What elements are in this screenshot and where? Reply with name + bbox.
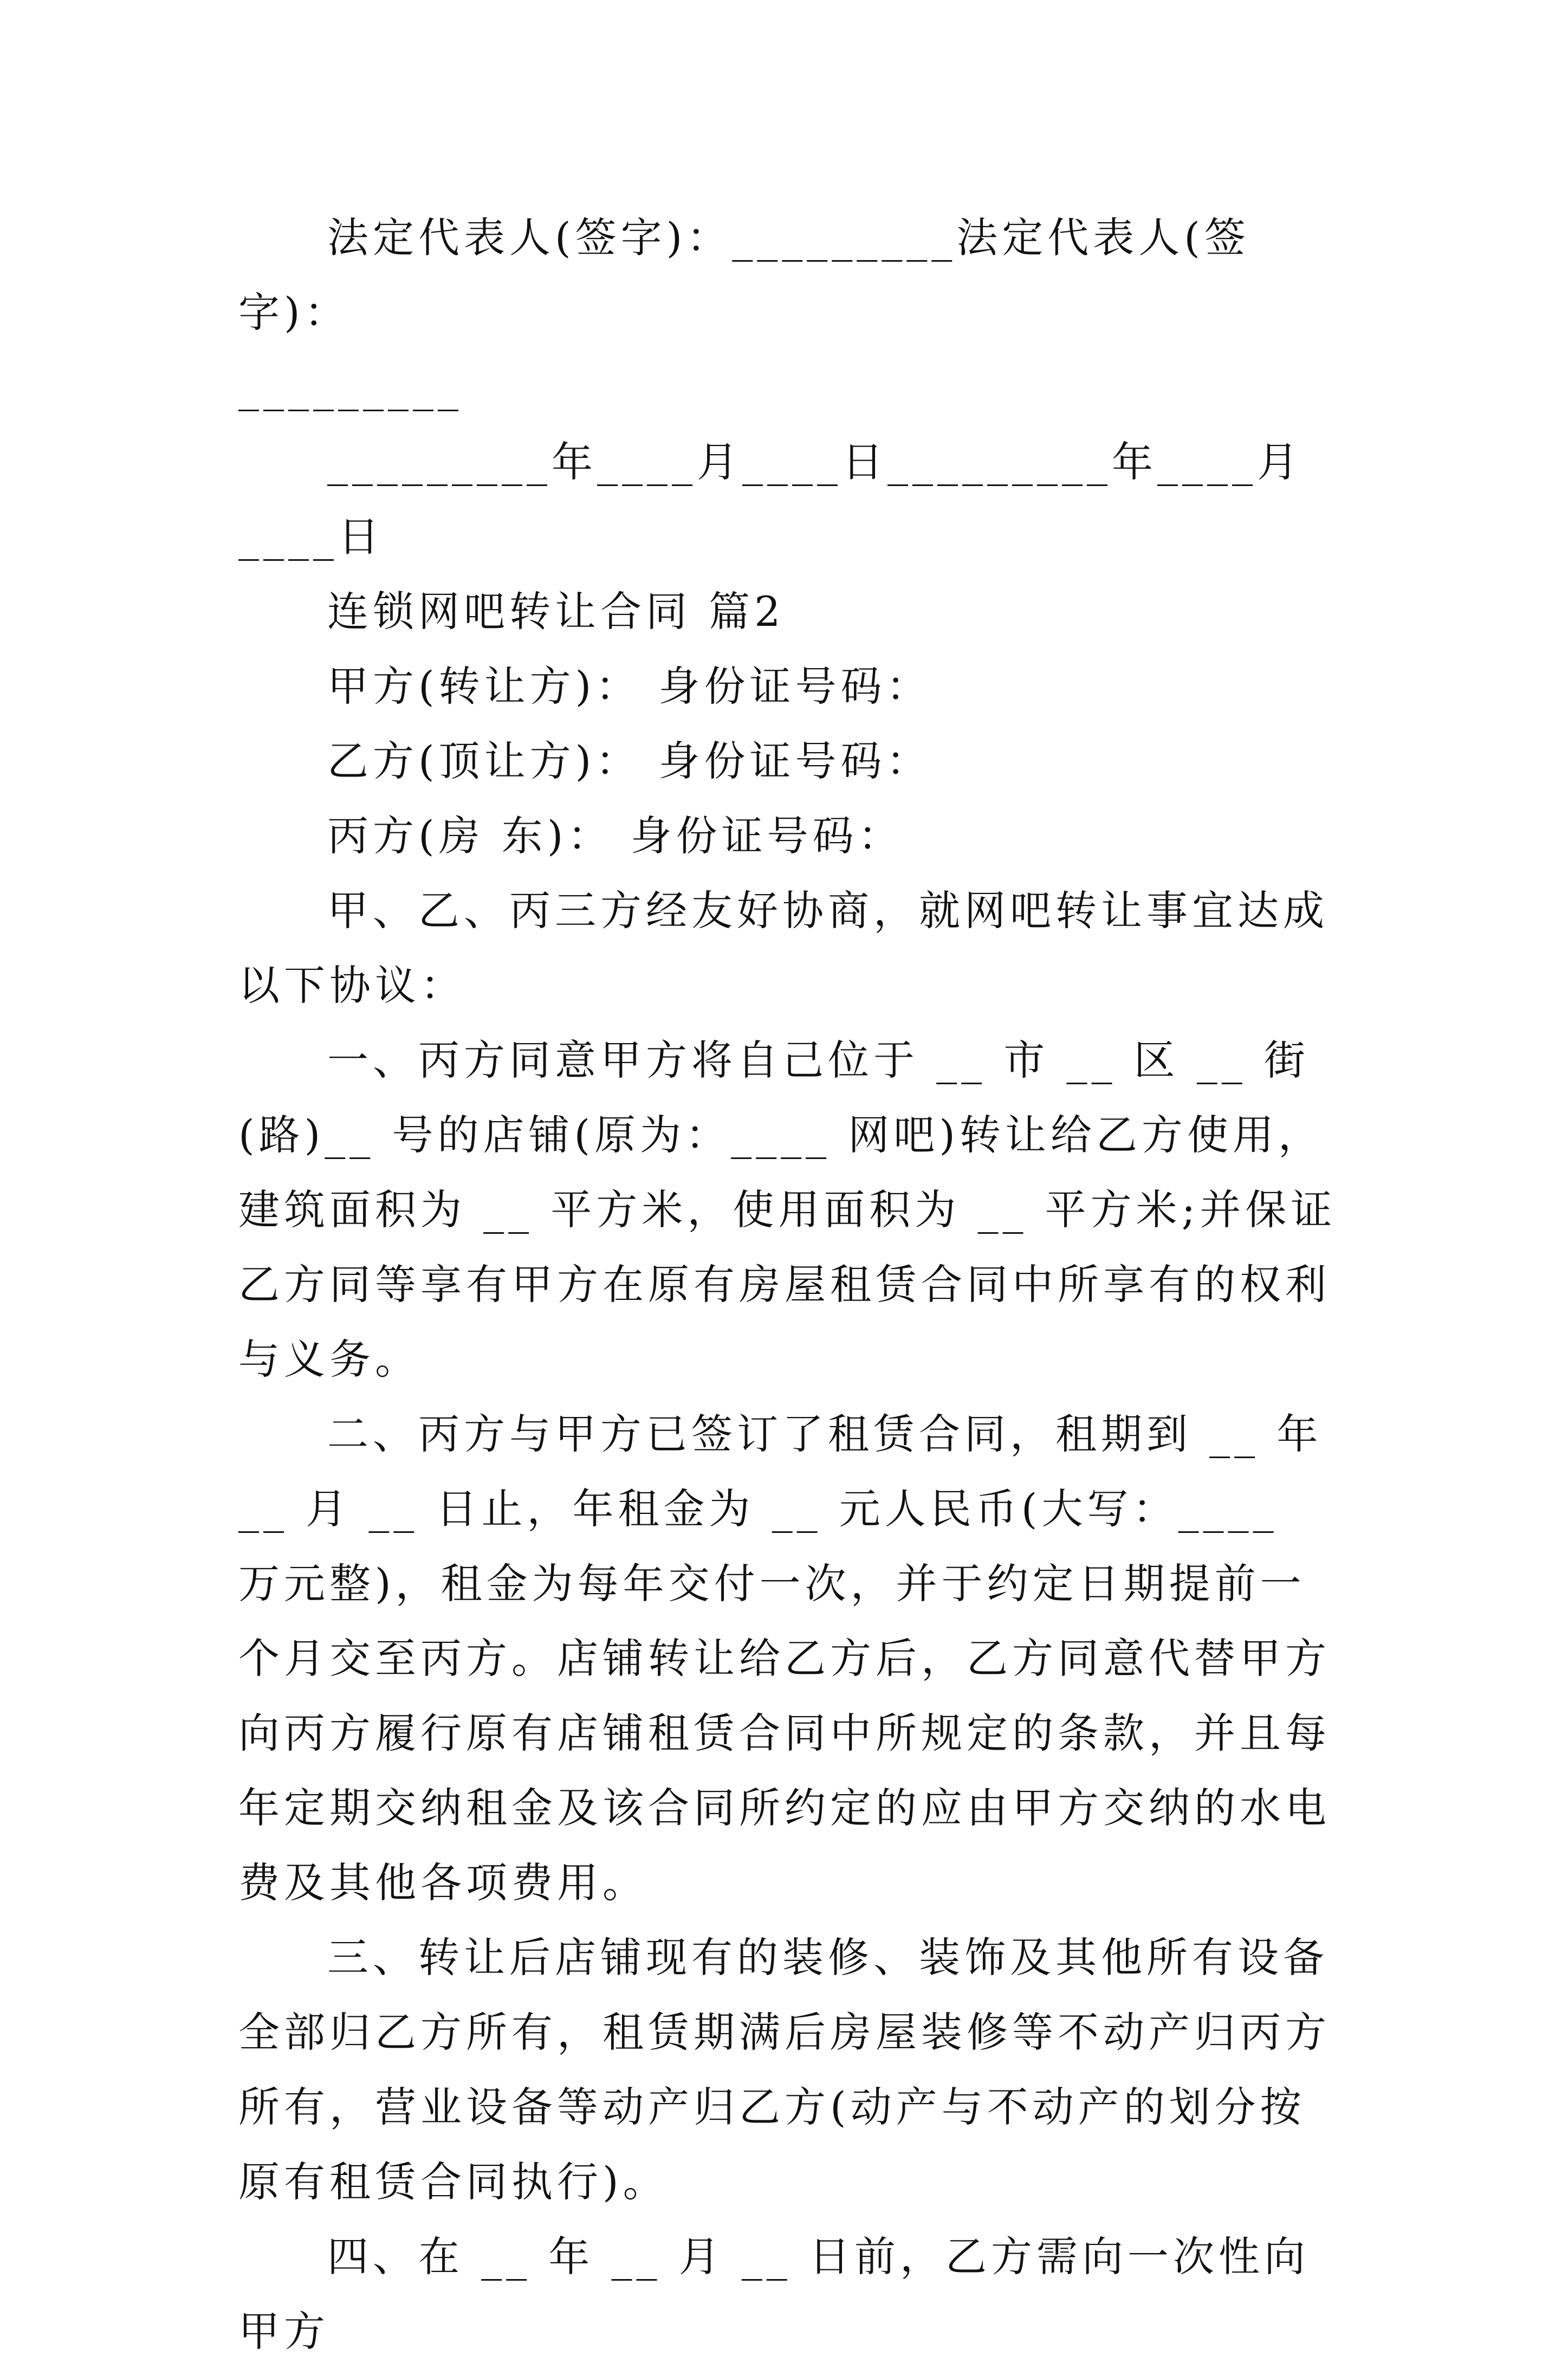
date-line: _________年____月____日_________年____月____日 bbox=[238, 438, 1303, 561]
clause-1-paragraph: 一、丙方同意甲方将自己位于 __ 市 __ 区 __ 街(路)__ 号的店铺(原为：____ 网吧)转让给乙方使用，建筑面积为 __ 平方米，使用面积为 __ 平方米;并保证乙方同等享有甲方在原有房屋租赁合同中所享有的权利与义务。 bbox=[238, 1036, 1337, 1383]
clause-2-paragraph: 二、丙方与甲方已签订了租赁合同，租期到 __ 年 __ 月 __ 日止，年租金为 __ 元人民币(大写：____ 万元整)，租金为每年交付一次，并于约定日期提前一个月交至丙方。店铺转让给乙方后，乙方同意代替甲方向丙方履行原有店铺租赁合同中所规定的条款，并且每年定期交纳租金及该合同所约定的应由甲方交纳的水电费及其他各项费用。 bbox=[238, 1410, 1340, 1907]
signature-line-continuation: _________ bbox=[238, 363, 463, 411]
party-c-line: 丙方(房 东)： 身份证号码： bbox=[327, 812, 904, 860]
party-a-line: 甲方(转让方)： 身份证号码： bbox=[327, 662, 932, 710]
document-body bbox=[238, 200, 1338, 2369]
clause-4-paragraph: 四、在 __ 年 __ 月 __ 日前，乙方需向一次性向甲方 bbox=[238, 2232, 1310, 2355]
clause-3-paragraph: 三、转让后店铺现有的装修、装饰及其他所有设备全部归乙方所有，租赁期满后房屋装修等不动产归丙方所有，营业设备等动产归乙方(动产与不动产的划分按原有租赁合同执行)。 bbox=[238, 1933, 1331, 2206]
party-b-line: 乙方(顶让方)： 身份证号码： bbox=[327, 737, 932, 785]
signature-line-legal-rep: 法定代表人(签字)：_________法定代表人(签字)： bbox=[238, 213, 1250, 336]
intro-paragraph: 甲、乙、丙三方经友好协商，就网吧转让事宜达成以下协议： bbox=[238, 886, 1329, 1009]
contract-title: 连锁网吧转让合同 篇2 bbox=[327, 587, 785, 636]
